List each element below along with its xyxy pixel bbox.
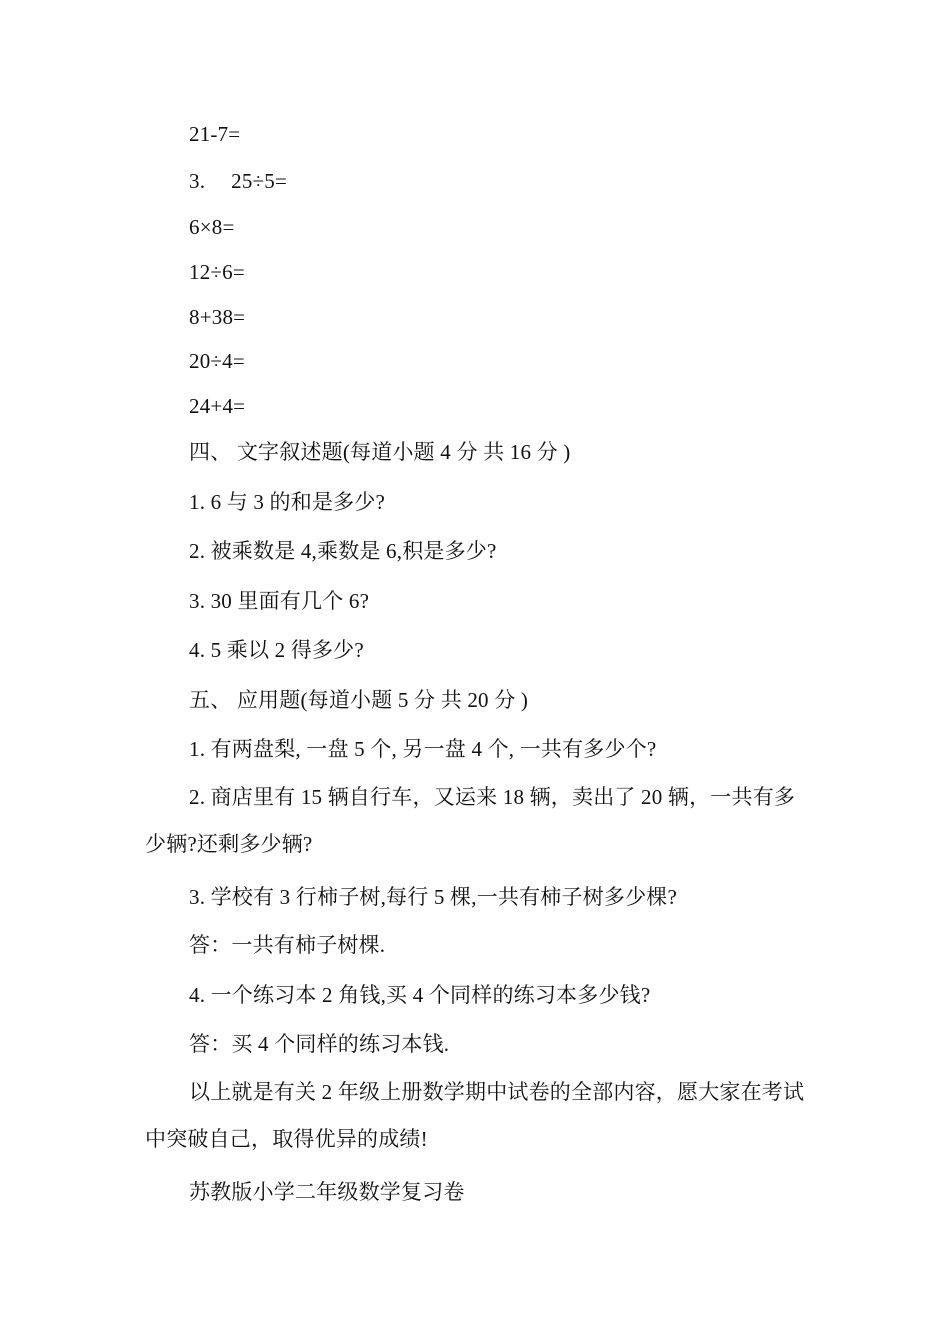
application-question-4: 4. 一个练习本 2 角钱,买 4 个同样的练习本多少钱? bbox=[189, 983, 651, 1007]
application-question-2: 2. 商店里有 15 辆自行车，又运来 18 辆，卖出了 20 辆，一共有多少辆?还剩多少辆? bbox=[145, 785, 796, 856]
expr-8-plus-38: 8+38= bbox=[189, 305, 246, 329]
question-number: 3. bbox=[189, 169, 206, 193]
word-question-3: 3. 30 里面有几个 6? bbox=[189, 589, 370, 613]
expr-24-plus-4: 24+4= bbox=[189, 394, 246, 418]
word-question-1: 1. 6 与 3 的和是多少? bbox=[189, 490, 386, 514]
application-question-1: 1. 有两盘梨, 一盘 5 个, 另一盘 4 个, 一共有多少个? bbox=[189, 737, 657, 761]
closing-paragraph: 以上就是有关 2 年级上册数学期中试卷的全部内容，愿大家在考试中突破自己，取得优异的成绩! bbox=[145, 1080, 805, 1151]
expr-25-div-5: 25÷5= bbox=[231, 169, 288, 193]
word-question-2: 2. 被乘数是 4,乘数是 6,积是多少? bbox=[189, 539, 497, 563]
question-3-row bbox=[189, 167, 287, 195]
expr-6-times-8: 6×8= bbox=[189, 215, 235, 239]
next-title: 苏教版小学二年级数学复习卷 bbox=[189, 1180, 465, 1204]
expr-20-div-4: 20÷4= bbox=[189, 349, 245, 373]
expr-21-minus-7: 21-7= bbox=[189, 122, 241, 146]
section-heading-5: 五、 应用题(每道小题 5 分 共 20 分 ) bbox=[189, 688, 529, 712]
answer-4: 答：买 4 个同样的练习本钱. bbox=[189, 1032, 450, 1056]
expr-12-div-6: 12÷6= bbox=[189, 260, 245, 284]
application-question-3: 3. 学校有 3 行柿子树,每行 5 棵,一共有柿子树多少棵? bbox=[189, 885, 678, 909]
word-question-4: 4. 5 乘以 2 得多少? bbox=[189, 638, 364, 662]
answer-3: 答：一共有柿子树棵. bbox=[189, 933, 386, 957]
section-heading-4: 四、 文字叙述题(每道小题 4 分 共 16 分 ) bbox=[189, 440, 571, 464]
